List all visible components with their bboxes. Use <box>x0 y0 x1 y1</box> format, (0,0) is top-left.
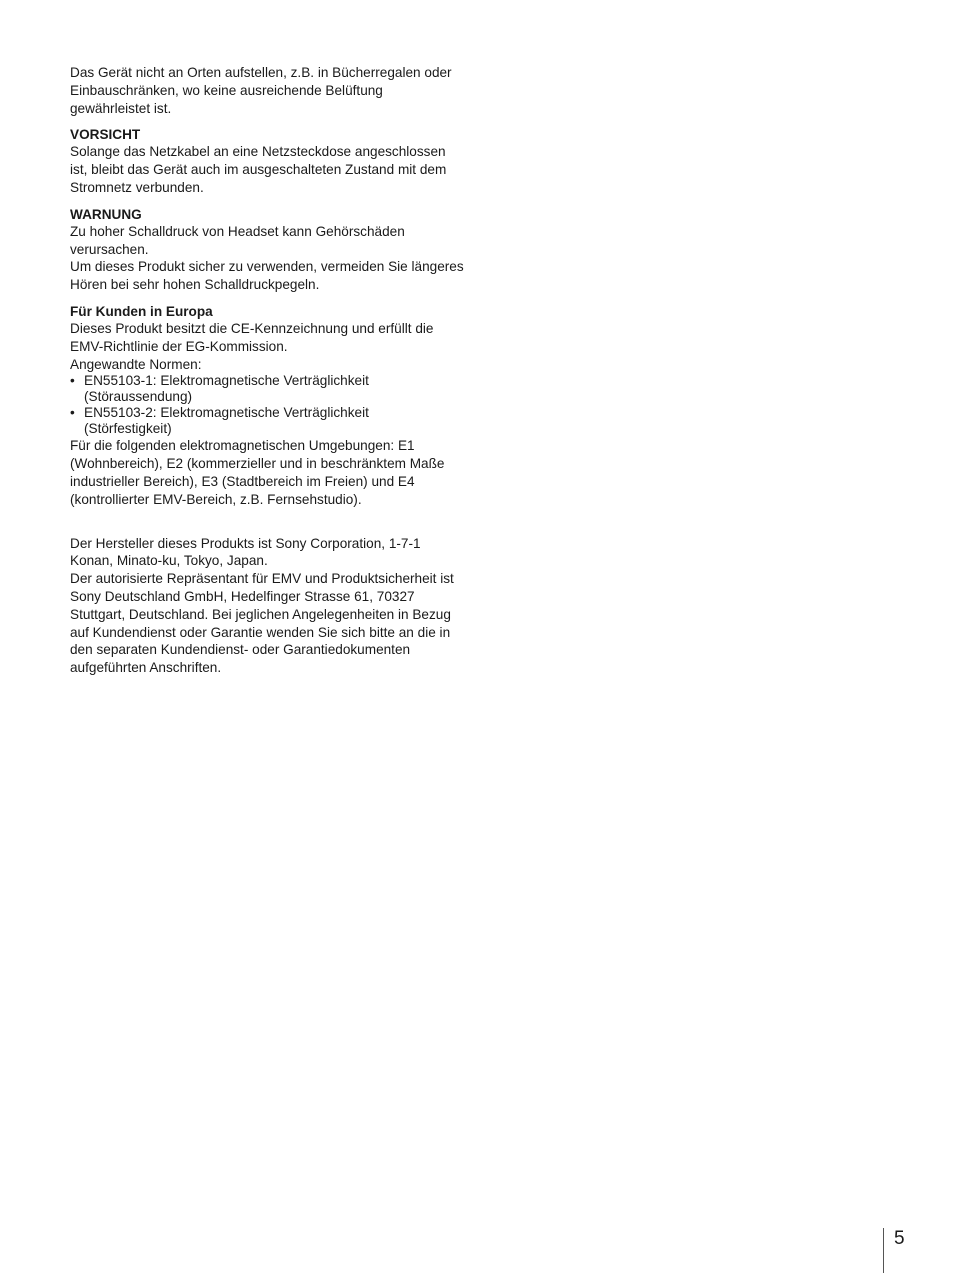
text-column <box>70 64 465 686</box>
warnung-heading: WARNUNG <box>70 206 142 222</box>
vorsicht-heading: VORSICHT <box>70 127 141 143</box>
page-number-box <box>883 1228 905 1273</box>
vorsicht-section <box>70 126 465 196</box>
warnung-text-2: Um dieses Produkt sicher zu verwenden, vermeiden Sie längeres Hören bei sehr hohen Schalldruckpegeln. <box>70 259 464 293</box>
ventilation-notice-text: Das Gerät nicht an Orten aufstellen, z.B. in Bücherregalen oder Einbauschränken, wo keine ausreichende Belüftung gewährleistet ist. <box>70 65 452 116</box>
em-environments-text: Für die folgenden elektromagnetischen Umgebungen: E1 (Wohnbereich), E2 (kommerzieller und in beschränktem Maße industrieller Bereich), E3 (Stadtbereich im Freien) und E4 (kontrollierter EMV-Bereich, z.B. Fernsehstudio). <box>70 438 445 507</box>
page-number: 5 <box>894 1228 905 1249</box>
manufacturer-text: Der Hersteller dieses Produkts ist Sony Corporation, 1-7-1 Konan, Minato-ku, Tokyo, Japan. <box>70 535 421 569</box>
norms-label: Angewandte Normen: <box>70 356 202 372</box>
norm-title: EN55103-2: Elektromagnetische Verträglichkeit <box>84 405 369 421</box>
list-item <box>70 373 465 405</box>
europe-heading: Für Kunden in Europa <box>70 303 213 319</box>
norm-title: EN55103-1: Elektromagnetische Verträglichkeit <box>84 373 369 389</box>
representative-text: Der autorisierte Repräsentant für EMV und Produktsicherheit ist Sony Deutschland GmbH, Hedelfinger Strasse 61, 70327 Stuttgart, Deutschland. Bei jeglichen Angelegenheiten in Bezug auf Kundendienst oder Garantie wenden Sie sich bitte an die in den separaten Kundendienst- oder Garantiedokumenten aufgeführten Anschriften. <box>70 571 454 676</box>
norm-subtitle: (Störfestigkeit) <box>84 421 172 437</box>
bullet-icon: • <box>70 405 75 421</box>
manufacturer-section <box>70 535 465 677</box>
bullet-icon: • <box>70 373 75 389</box>
vorsicht-text: Solange das Netzkabel an eine Netzsteckdose angeschlossen ist, bleibt das Gerät auch im ausgeschalteten Zustand mit dem Stromnetz verbunden. <box>70 144 447 195</box>
warnung-text-1: Zu hoher Schalldruck von Headset kann Gehörschäden verursachen. <box>70 223 405 257</box>
europe-section <box>70 303 465 509</box>
warnung-section <box>70 206 465 294</box>
norm-subtitle: (Störaussendung) <box>84 389 193 405</box>
ventilation-notice <box>70 64 465 117</box>
list-item <box>70 405 465 437</box>
section-spacer <box>70 518 465 535</box>
norms-list <box>70 373 465 437</box>
europe-ce-text: Dieses Produkt besitzt die CE-Kennzeichnung und erfüllt die EMV-Richtlinie der EG-Kommission. <box>70 320 434 354</box>
